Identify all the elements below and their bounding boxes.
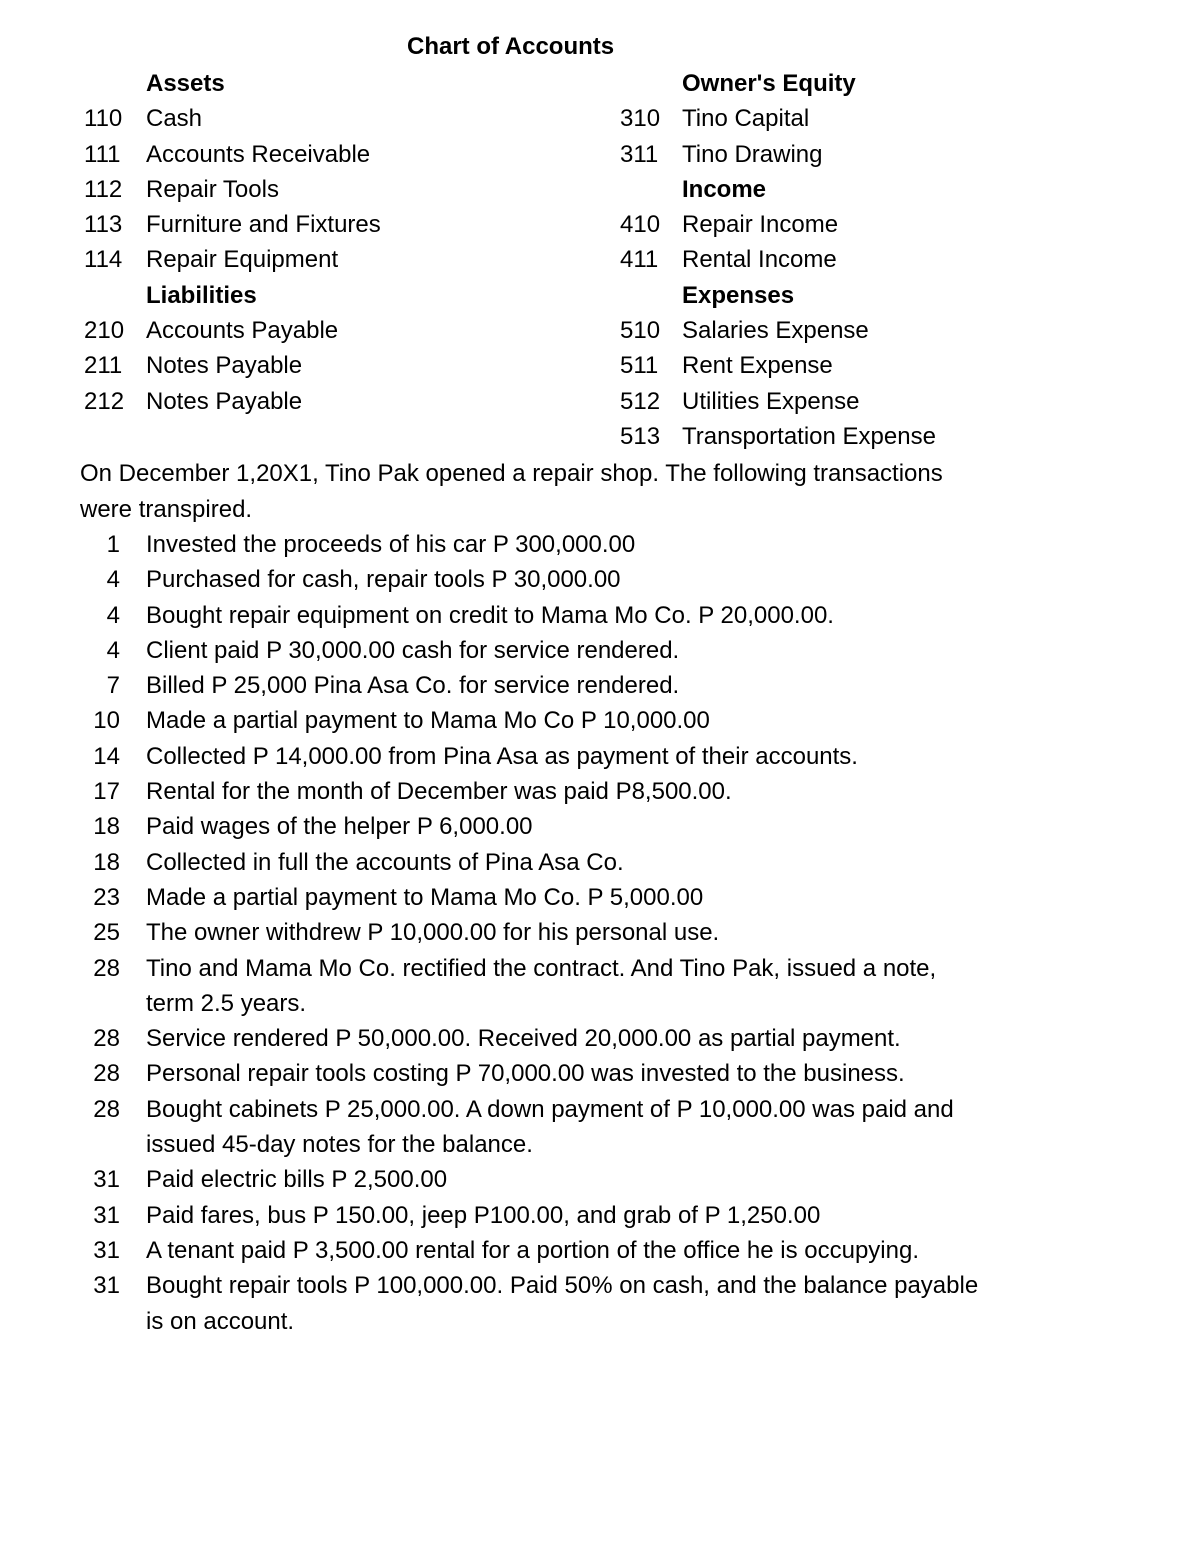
transaction-description: Paid fares, bus P 150.00, jeep P100.00, and grab of P 1,250.00 (146, 1201, 821, 1229)
transaction-list (80, 527, 980, 1339)
account-row (84, 207, 564, 242)
transaction-day: 18 (93, 848, 120, 876)
transaction-item (80, 880, 980, 915)
account-row (84, 313, 564, 348)
account-name: Cash (146, 105, 203, 133)
transaction-description: Purchased for cash, repair tools P 30,000.00 (146, 566, 621, 594)
account-row (620, 313, 1100, 348)
category-name: Owner's Equity (682, 70, 856, 97)
transaction-item (80, 598, 980, 633)
account-row (620, 137, 1100, 172)
account-row (84, 242, 564, 277)
account-name: Accounts Receivable (146, 140, 371, 168)
account-code: 211 (84, 352, 123, 380)
account-name: Repair Equipment (146, 246, 339, 274)
transaction-item (80, 527, 980, 562)
transaction-item (80, 739, 980, 774)
transaction-item (80, 633, 980, 668)
account-name: Repair Tools (146, 175, 279, 203)
account-code: 112 (84, 175, 123, 203)
transaction-item (80, 1268, 980, 1339)
transaction-day: 10 (93, 707, 120, 735)
account-name: Accounts Payable (146, 317, 339, 345)
account-row (620, 384, 1100, 419)
account-code: 114 (84, 246, 123, 274)
transaction-day: 31 (93, 1166, 120, 1194)
accounts-right-column (620, 66, 1100, 454)
account-name: Rental Income (682, 246, 837, 274)
transaction-description: Collected in full the accounts of Pina Asa Co. (146, 848, 624, 876)
account-row (620, 348, 1100, 383)
account-name: Utilities Expense (682, 387, 860, 415)
transaction-day: 28 (93, 1025, 120, 1053)
account-name: Tino Drawing (682, 140, 823, 168)
account-row (620, 242, 1100, 277)
transaction-item (80, 1056, 980, 1091)
category-name: Income (682, 175, 767, 203)
account-code: 113 (84, 211, 123, 239)
account-code: 311 (620, 140, 659, 168)
transaction-day: 31 (93, 1272, 120, 1300)
transaction-item (80, 703, 980, 738)
account-code: 511 (620, 352, 659, 380)
account-code: 410 (620, 211, 661, 239)
transaction-day: 1 (106, 531, 120, 558)
transaction-description: Personal repair tools costing P 70,000.00 was invested to the business. (146, 1060, 905, 1088)
transaction-day: 4 (106, 601, 120, 629)
transaction-description: Billed P 25,000 Pina Asa Co. for service rendered. (146, 672, 680, 700)
transaction-description: Collected P 14,000.00 from Pina Asa as payment of their accounts. (146, 742, 858, 770)
account-row (620, 101, 1100, 136)
transaction-item (80, 951, 980, 1022)
account-row (84, 101, 564, 136)
account-category-heading (84, 278, 564, 313)
transaction-day: 25 (93, 919, 120, 947)
account-name: Rent Expense (682, 352, 833, 380)
transaction-item (80, 668, 980, 703)
category-name: Expenses (682, 281, 795, 309)
account-code: 512 (620, 387, 661, 415)
transaction-day: 18 (93, 813, 120, 841)
transaction-day: 28 (93, 1095, 120, 1123)
transaction-item (80, 774, 980, 809)
transaction-description: Bought repair equipment on credit to Mama Mo Co. P 20,000.00. (146, 601, 834, 629)
transaction-description: Service rendered P 50,000.00. Received 20,000.00 as partial payment. (146, 1025, 901, 1053)
account-row (84, 384, 564, 419)
account-row (84, 348, 564, 383)
account-category-heading (620, 66, 1100, 101)
category-name: Liabilities (146, 281, 257, 309)
transaction-day: 4 (106, 636, 120, 664)
transaction-item (80, 1092, 980, 1163)
transaction-item (80, 809, 980, 844)
transaction-description: Made a partial payment to Mama Mo Co P 10,000.00 (146, 707, 710, 735)
transaction-day: 31 (93, 1236, 120, 1264)
account-name: Notes Payable (146, 387, 303, 415)
transaction-description: Bought cabinets P 25,000.00. A down payment of P 10,000.00 was paid and issued 45-day notes for the balance. (146, 1095, 954, 1159)
transaction-day: 31 (93, 1201, 120, 1229)
account-row (84, 137, 564, 172)
transaction-description: Paid wages of the helper P 6,000.00 (146, 813, 533, 841)
category-name: Assets (146, 70, 225, 97)
transaction-item (80, 915, 980, 950)
account-row (620, 207, 1100, 242)
transaction-day: 7 (106, 672, 120, 700)
account-category-heading (84, 66, 564, 101)
account-category-heading (620, 278, 1100, 313)
account-code: 111 (84, 140, 121, 168)
transaction-description: The owner withdrew P 10,000.00 for his personal use. (146, 919, 720, 947)
transaction-item (80, 1021, 980, 1056)
account-code: 110 (84, 105, 123, 133)
transaction-description: Paid electric bills P 2,500.00 (146, 1166, 448, 1194)
transaction-description: Invested the proceeds of his car P 300,000.00 (146, 531, 636, 558)
transaction-item (80, 562, 980, 597)
account-code: 310 (620, 105, 661, 133)
account-row (620, 419, 1100, 454)
account-row (84, 172, 564, 207)
transaction-day: 14 (93, 742, 120, 770)
account-name: Notes Payable (146, 352, 303, 380)
transaction-description: Client paid P 30,000.00 cash for service rendered. (146, 636, 680, 664)
transaction-item (80, 1198, 980, 1233)
page-title: Chart of Accounts (407, 33, 615, 60)
transaction-day: 17 (93, 778, 120, 806)
account-code: 510 (620, 317, 661, 345)
account-name: Transportation Expense (682, 422, 936, 450)
transaction-description: Rental for the month of December was paid P8,500.00. (146, 778, 732, 806)
accounts-left-column (84, 66, 564, 419)
transaction-description: Bought repair tools P 100,000.00. Paid 50% on cash, and the balance payable is on account. (146, 1272, 979, 1335)
transaction-day: 23 (93, 883, 120, 911)
account-code: 210 (84, 317, 125, 345)
account-code: 411 (620, 246, 659, 274)
transaction-description: Tino and Mama Mo Co. rectified the contract. And Tino Pak, issued a note, term 2.5 years. (146, 954, 937, 1017)
intro-paragraph: On December 1,20X1, Tino Pak opened a repair shop. The following transactions were transpired. (80, 460, 943, 523)
account-code: 212 (84, 387, 125, 415)
account-name: Furniture and Fixtures (146, 211, 381, 239)
transaction-item (80, 845, 980, 880)
transaction-description: Made a partial payment to Mama Mo Co. P 5,000.00 (146, 883, 704, 911)
account-name: Repair Income (682, 211, 839, 239)
account-code: 513 (620, 422, 661, 450)
transaction-day: 28 (93, 954, 120, 982)
transaction-description: A tenant paid P 3,500.00 rental for a portion of the office he is occupying. (146, 1236, 919, 1264)
transaction-day: 28 (93, 1060, 120, 1088)
transaction-day: 4 (106, 566, 120, 594)
transaction-item (80, 1162, 980, 1197)
account-name: Tino Capital (682, 105, 810, 133)
account-name: Salaries Expense (682, 317, 869, 345)
transaction-item (80, 1233, 980, 1268)
account-category-heading (620, 172, 1100, 207)
